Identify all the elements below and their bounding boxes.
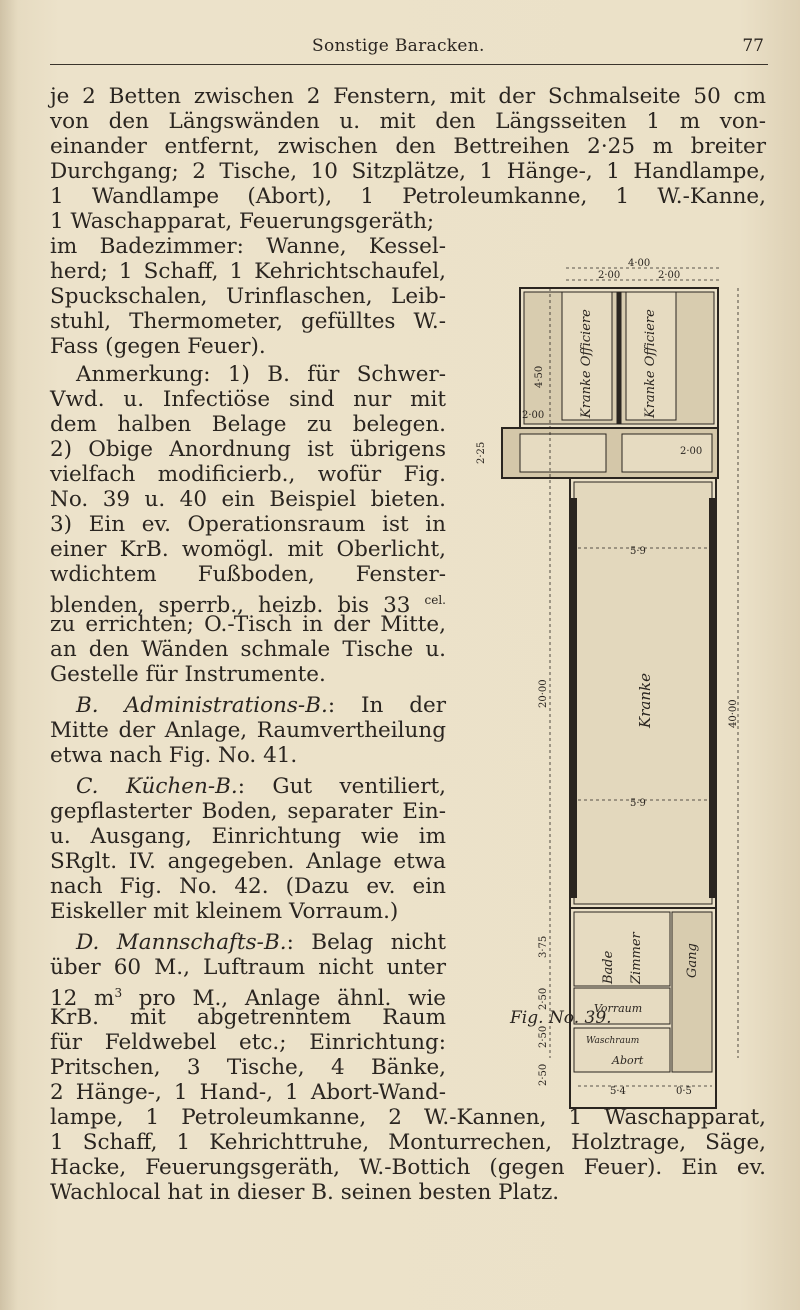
text-line: Spuckschalen, Urinflaschen, Leib-	[50, 284, 446, 309]
dim-right-1: 40·00	[728, 699, 739, 728]
dim-left-1: 4·50	[534, 365, 545, 388]
text-line: im Badezimmer: Wanne, Kessel-	[50, 234, 446, 259]
text-line: Mitte der Anlage, Raumvertheilung	[50, 718, 446, 743]
text-line: 3) Ein ev. Operationsraum ist in	[50, 512, 446, 537]
text-line: lampe, 1 Petroleumkanne, 2 W.-Kannen, 1 Waschapparat,	[50, 1105, 766, 1130]
page-number: 77	[742, 36, 764, 56]
text-line: zu errichten; O.-Tisch in der Mitte,	[50, 612, 446, 637]
text-line: 12 $m^3$ pro M., Anlage ähnl. wie	[50, 986, 446, 1012]
running-title: Sonstige Baracken.	[312, 36, 485, 56]
dim-bottom-right: 0·5	[676, 1086, 692, 1097]
dim-width-main: 5·9	[630, 546, 646, 557]
dim-gang: 2·00	[680, 446, 703, 457]
dim-officer-width: 2·00	[522, 410, 545, 421]
dim-left-3: 20·00	[538, 679, 549, 708]
text-line: No. 39 u. 40 ein Beispiel bieten.	[50, 487, 446, 512]
dim-left-6: 2·50	[538, 1025, 549, 1048]
text-line: SRglt. IV. angegeben. Anlage etwa	[50, 849, 446, 874]
dim-left-5: 2·50	[538, 987, 549, 1010]
dim-left-4: 3·75	[538, 935, 549, 958]
floor-plan-figure	[462, 258, 762, 1097]
text-line: nach Fig. No. 42. (Dazu ev. ein	[50, 874, 446, 899]
label-vorraum: Vorraum	[594, 1002, 643, 1015]
text-line: 2 Hänge-, 1 Hand-, 1 Abort-Wand-	[50, 1080, 446, 1105]
text-line: Wachlocal hat in dieser B. seinen besten Platz.	[50, 1180, 560, 1205]
text-line: Durchgang; 2 Tische, 10 Sitzplätze, 1 Hänge-, 1 Handlampe,	[50, 159, 766, 184]
text-line: 1 Wandlampe (Abort), 1 Petroleumkanne, 1 W.-Kanne,	[50, 184, 766, 209]
text-line: KrB. mit abgetrenntem Raum	[50, 1005, 446, 1030]
text-line: Anmerkung: 1) B. für Schwer-	[76, 362, 446, 387]
text-line: B. Administrations-B.: In der	[76, 693, 446, 718]
text-line: C. Küchen-B.: Gut ventiliert,	[76, 774, 446, 799]
text-line: Hacke, Feuerungsgeräth, W.-Bottich (gegen Feuer). Ein ev.	[50, 1155, 766, 1180]
dim-left-2: 2·25	[476, 441, 487, 464]
dim-top-right: 2·00	[658, 270, 681, 281]
text-line: für Feldwebel etc.; Einrichtung:	[50, 1030, 446, 1055]
text-line: über 60 M., Luftraum nicht unter	[50, 955, 446, 980]
text-line: an den Wänden schmale Tische u.	[50, 637, 446, 662]
label-main-ward: Kranke	[636, 673, 654, 728]
dim-bottom-left: 5·4	[610, 1086, 626, 1097]
figure-caption: Fig. No. 39.	[510, 1008, 612, 1028]
label-bath: Bade	[601, 950, 616, 984]
text-line: einer KrB. womögl. mit Oberlicht,	[50, 537, 446, 562]
text-line: einander entfernt, zwischen den Bettreihen 2·25 m breiter	[50, 134, 766, 159]
text-line: dem halben Belage zu belegen.	[50, 412, 446, 437]
text-line: gepflasterter Boden, separater Ein-	[50, 799, 446, 824]
text-line: 1 Waschapparat, Feuerungsgeräth;	[50, 209, 435, 234]
text-line: wdichtem Fußboden, Fenster-	[50, 562, 446, 587]
text-line: etwa nach Fig. No. 41.	[50, 743, 298, 768]
text-line: Vwd. u. Infectiöse sind nur mit	[50, 387, 446, 412]
text-line: vielfach modificierb., wofür Fig.	[50, 462, 446, 487]
text-line: Fass (gegen Feuer).	[50, 334, 266, 359]
label-abort: Abort	[612, 1054, 644, 1067]
text-line: u. Ausgang, Einrichtung wie im	[50, 824, 446, 849]
text-line: D. Mannschafts-B.: Belag nicht	[76, 930, 446, 955]
label-gang: Gang	[685, 943, 700, 978]
text-line: Pritschen, 3 Tische, 4 Bänke,	[50, 1055, 446, 1080]
label-waschraum: Waschraum	[586, 1036, 640, 1046]
text-line: 1 Schaff, 1 Kehrichttruhe, Monturrechen, Holztrage, Säge,	[50, 1130, 766, 1155]
dim-left-7: 2·50	[538, 1063, 549, 1086]
page-header	[50, 34, 768, 65]
label-officer-2: Kranke Officiere	[643, 309, 658, 418]
text-line: Eiskeller mit kleinem Vorraum.)	[50, 899, 399, 924]
text-line: 2) Obige Anordnung ist übrigens	[50, 437, 446, 462]
text-line: Gestelle für Instrumente.	[50, 662, 326, 687]
text-line: stuhl, Thermometer, gefülltes W.-	[50, 309, 446, 334]
dim-top-total: 4·00	[628, 258, 651, 269]
dim-top-left: 2·00	[598, 270, 621, 281]
text-line: herd; 1 Schaff, 1 Kehrichtschaufel,	[50, 259, 446, 284]
text-line: je 2 Betten zwischen 2 Fenstern, mit der Schmalseite 50 cm	[50, 84, 766, 109]
text-line: von den Längswänden u. mit den Längsseiten 1 m von-	[50, 109, 766, 134]
label-zimmer: Zimmer	[629, 932, 644, 984]
text-line: blenden, sperrb., heizb. bis 33 $^{cel.}$	[50, 593, 446, 619]
label-officer-1: Kranke Officiere	[579, 309, 594, 418]
dim-width-mid: 5·9	[630, 798, 646, 809]
